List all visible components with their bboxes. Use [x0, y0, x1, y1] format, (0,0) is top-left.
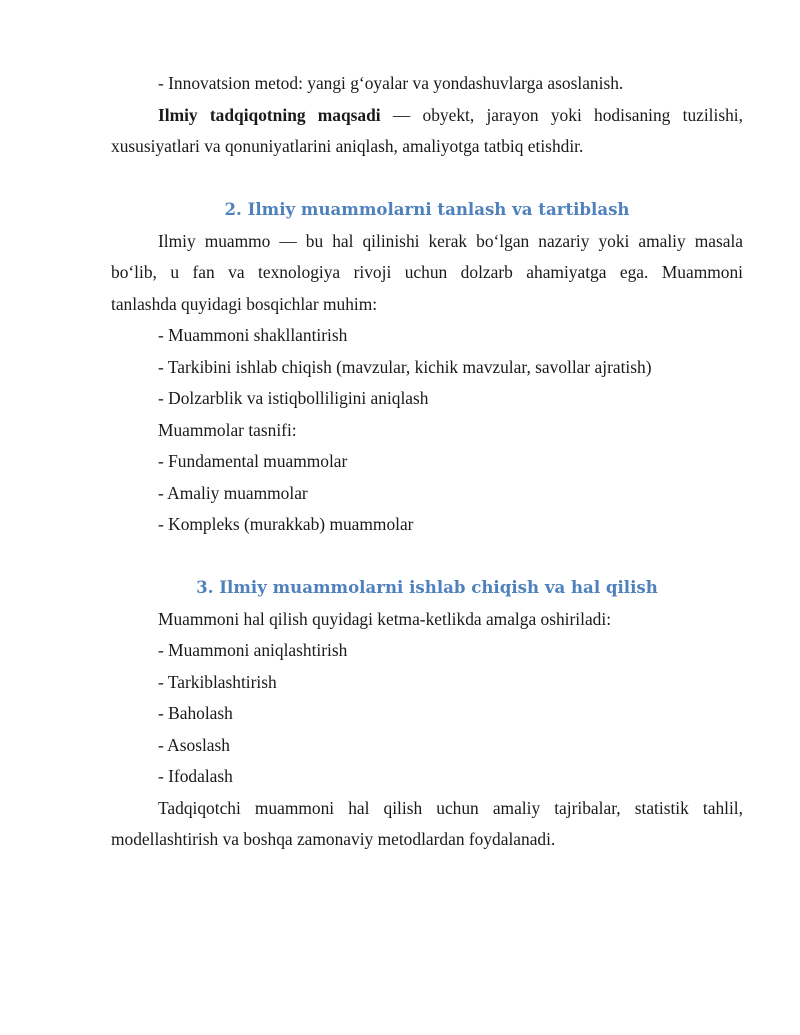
list-item: - Kompleks (murakkab) muammolar	[158, 514, 414, 534]
classification-label: Muammolar tasnifi:	[158, 419, 297, 440]
section-heading: 3. Ilmiy muammolarni ishlab chiqish va hal qilish	[196, 577, 658, 597]
purpose-paragraph-line	[111, 100, 743, 132]
list-item: - Innovatsion metod: yangi g‘oyalar va yondashuvlarga asoslanish.	[158, 73, 624, 93]
list-item: - Baholash	[158, 703, 233, 723]
list-item: - Muammoni aniqlashtirish	[158, 640, 348, 660]
list-item: - Asoslash	[158, 734, 230, 755]
paragraph-line: Tadqiqotchi muammoni hal qilish uchun amaliy tajribalar, statistik tahlil,	[158, 797, 743, 818]
list-item: - Tarkiblashtirish	[158, 671, 277, 692]
paragraph-line: bo‘lib, u fan va texnologiya rivoji uchun dolzarb ahamiyatga ega. Muammoni	[111, 262, 743, 282]
spacer	[111, 541, 743, 573]
paragraph-line: tanlashda quyidagi bosqichlar muhim:	[111, 293, 378, 314]
section-heading: 2. Ilmiy muammolarni tanlash va tartiblash	[224, 199, 630, 219]
list-item: - Amaliy muammolar	[158, 482, 308, 503]
purpose-paragraph-line: xususiyatlari va qonuniyatlarini aniqlash, amaliyotga tatbiq etishdir.	[111, 136, 584, 156]
purpose-term: Ilmiy tadqiqotning maqsadi	[158, 104, 381, 125]
spacer	[111, 163, 743, 195]
list-item: - Ifodalash	[158, 766, 233, 786]
list-item: - Fundamental muammolar	[158, 451, 348, 471]
paragraph-line: modellashtirish va boshqa zamonaviy metodlardan foydalanadi.	[111, 829, 556, 849]
paragraph-line: Muammoni hal qilish quyidagi ketma-ketlikda amalga oshiriladi:	[158, 608, 612, 629]
list-item: - Muammoni shakllantirish	[158, 325, 348, 345]
purpose-definition: — obyekt, jarayon yoki hodisaning tuzilishi,	[380, 104, 743, 125]
page-content	[111, 68, 743, 856]
list-item: - Tarkibini ishlab chiqish (mavzular, kichik mavzular, savollar ajratish)	[158, 356, 652, 377]
paragraph-line: Ilmiy muammo — bu hal qilinishi kerak bo‘lgan nazariy yoki amaliy masala	[158, 230, 743, 251]
list-item: - Dolzarblik va istiqbolliligini aniqlash	[158, 388, 429, 408]
